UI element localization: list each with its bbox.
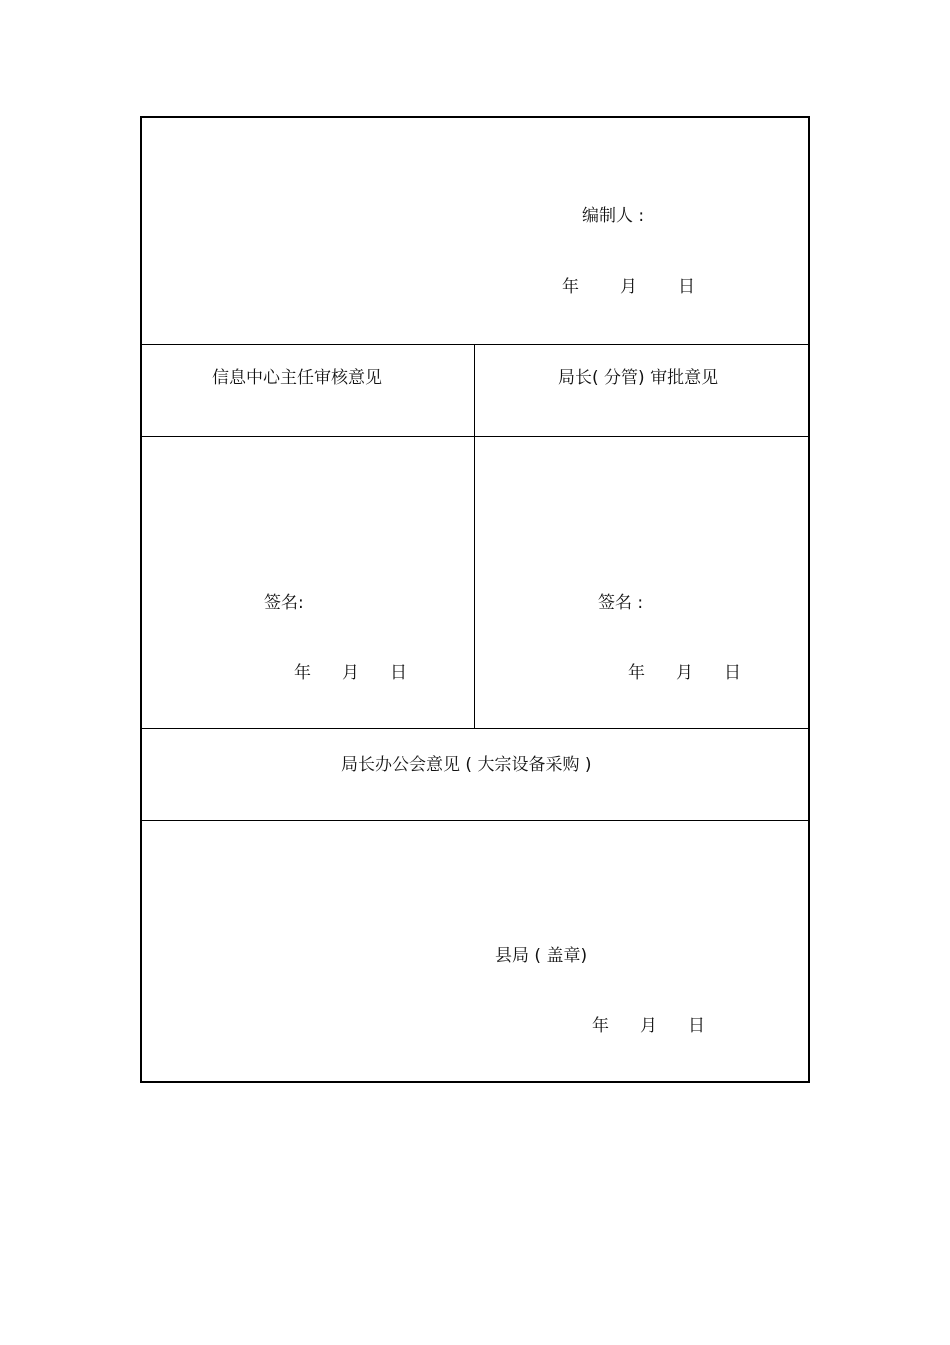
row-divider-4 — [142, 820, 808, 821]
director-meeting-header: 局长办公会意见 ( 大宗设备采购 ) — [341, 755, 592, 775]
director-approval-header: 局长( 分管) 审批意见 — [558, 368, 719, 388]
approval-form-table — [140, 116, 810, 1083]
date-month: 月 — [342, 663, 359, 683]
date-year: 年 — [294, 663, 311, 683]
date-year: 年 — [562, 277, 579, 297]
date-day: 日 — [688, 1016, 705, 1036]
right-signature-label: 签名 : — [598, 593, 644, 613]
preparer-label: 编制人 : — [582, 206, 645, 226]
date-month: 月 — [676, 663, 693, 683]
date-month: 月 — [640, 1016, 657, 1036]
left-review-date — [294, 663, 414, 683]
date-day: 日 — [390, 663, 407, 683]
row-divider-3 — [142, 728, 808, 729]
date-month: 月 — [620, 277, 637, 297]
right-review-date — [628, 663, 748, 683]
date-year: 年 — [592, 1016, 609, 1036]
seal-date — [592, 1016, 712, 1036]
county-bureau-seal-label: 县局 ( 盖章) — [495, 946, 588, 966]
left-signature-label: 签名: — [264, 593, 304, 613]
row-divider-2 — [142, 436, 808, 437]
preparer-date — [562, 277, 702, 297]
info-center-review-header: 信息中心主任审核意见 — [212, 368, 382, 388]
date-year: 年 — [628, 663, 645, 683]
date-day: 日 — [724, 663, 741, 683]
date-day: 日 — [678, 277, 695, 297]
column-divider — [474, 344, 475, 728]
row-divider-1 — [142, 344, 808, 345]
